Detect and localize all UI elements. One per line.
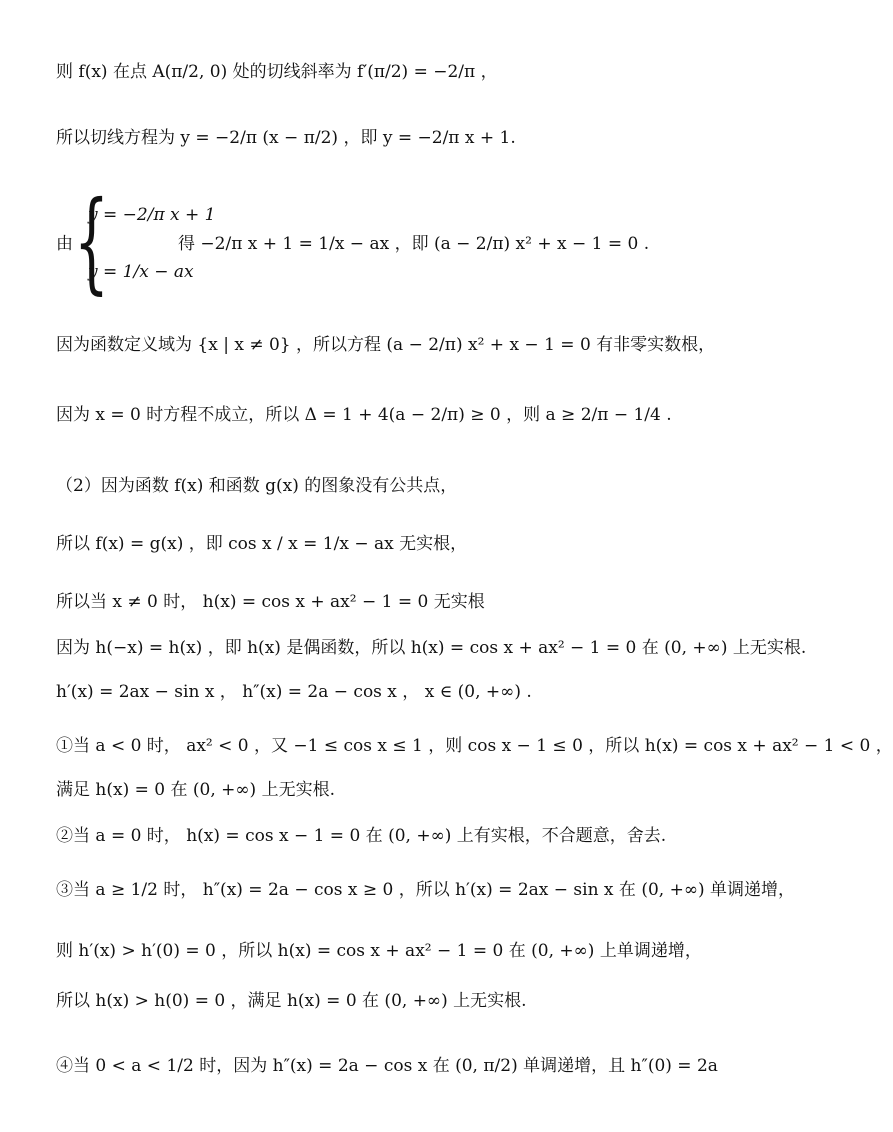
system-row-2: y = 1/x − ax [88, 262, 194, 282]
system-row-1: y = −2/π x + 1 [88, 205, 216, 225]
line-11: ①当 a < 0 时， ax² < 0 ，又 −1 ≤ cos x ≤ 1 ，则 cos x − 1 ≤ 0 ，所以 h(x) = cos x + ax² − 1 < 0 ， [56, 736, 893, 756]
line-7: 所以 f(x) = g(x) ，即 cos x / x = 1/x − ax 无实根， [56, 534, 468, 554]
line-13: ②当 a = 0 时， h(x) = cos x − 1 = 0 在 (0, +∞) 上有实根，不合题意，舍去. [56, 826, 667, 846]
system-brace: { [74, 177, 109, 305]
line-12: 满足 h(x) = 0 在 (0, +∞) 上无实根. [56, 780, 335, 800]
line-10: h′(x) = 2ax − sin x ， h″(x) = 2a − cos x ， x ∈ (0, +∞) . [56, 682, 532, 702]
line-3-result: 得 −2/π x + 1 = 1/x − ax ，即 (a − 2/π) x² + x − 1 = 0 . [178, 234, 650, 254]
line-17: ④当 0 < a < 1/2 时，因为 h″(x) = 2a − cos x 在 (0, π/2) 单调递增，且 h″(0) = 2a [56, 1056, 718, 1076]
line-16: 所以 h(x) > h(0) = 0 ，满足 h(x) = 0 在 (0, +∞) 上无实根. [56, 991, 527, 1011]
line-6: （2）因为函数 f(x) 和函数 g(x) 的图象没有公共点， [56, 476, 458, 496]
line-14: ③当 a ≥ 1/2 时， h″(x) = 2a − cos x ≥ 0 ，所以 h′(x) = 2ax − sin x 在 (0, +∞) 单调递增， [56, 880, 796, 900]
line-3-prefix: 由 [56, 234, 73, 254]
line-4: 因为函数定义域为 {x | x ≠ 0} ，所以方程 (a − 2/π) x² + x − 1 = 0 有非零实数根， [56, 335, 716, 355]
line-1: 则 f(x) 在点 A(π/2, 0) 处的切线斜率为 f′(π/2) = −2/π ， [56, 62, 498, 82]
line-2: 所以切线方程为 y = −2/π (x − π/2) ，即 y = −2/π x + 1. [56, 128, 516, 148]
line-8: 所以当 x ≠ 0 时， h(x) = cos x + ax² − 1 = 0 无实根 [56, 592, 485, 612]
line-5: 因为 x = 0 时方程不成立，所以 Δ = 1 + 4(a − 2/π) ≥ 0 ，则 a ≥ 2/π − 1/4 . [56, 405, 672, 425]
line-9: 因为 h(−x) = h(x) ，即 h(x) 是偶函数，所以 h(x) = cos x + ax² − 1 = 0 在 (0, +∞) 上无实根. [56, 638, 807, 658]
line-15: 则 h′(x) > h′(0) = 0 ，所以 h(x) = cos x + ax² − 1 = 0 在 (0, +∞) 上单调递增， [56, 941, 702, 961]
